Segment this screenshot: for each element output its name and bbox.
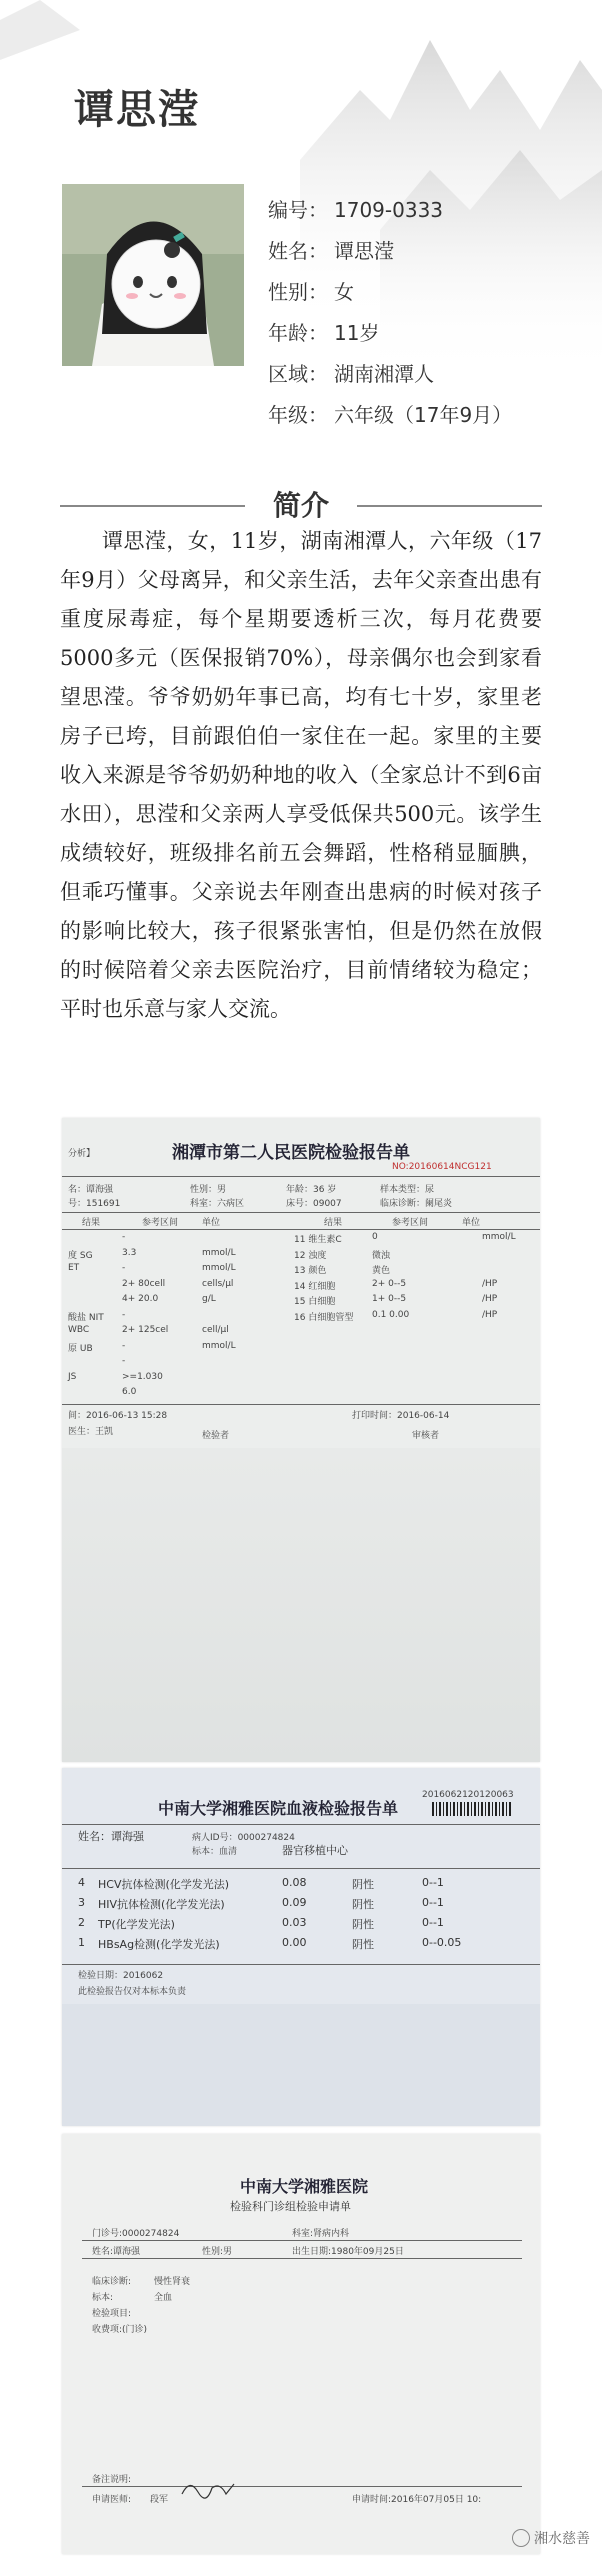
result-value: 2+ 80cell	[122, 1278, 166, 1289]
row-number: 1	[78, 1936, 85, 1949]
fee-items: 收费项:(门诊)	[92, 2325, 148, 2335]
test-result: 0.03	[282, 1916, 307, 1929]
intro-divider-right	[357, 505, 542, 507]
result-unit: g/L	[202, 1294, 216, 1304]
col-result-right: 结果	[324, 1218, 343, 1228]
divider	[62, 1868, 540, 1869]
result-value: -	[122, 1263, 126, 1273]
doctor-label: 申请医师:	[92, 2495, 132, 2505]
report-title: 湘潭市第二人民医院检验报告单	[172, 1143, 410, 1163]
department: 科室:肾病内科	[292, 2229, 350, 2239]
diagnosis-label: 临床诊断:	[92, 2277, 132, 2287]
report-number: 2016062120120063	[422, 1790, 514, 1800]
result-name: 14 红细胞	[294, 1281, 336, 1292]
result-name: 12 浊度	[294, 1250, 327, 1261]
result-name: ET	[68, 1263, 80, 1273]
result-value: 黄色	[372, 1266, 391, 1276]
result-name: 16 白细胞管型	[294, 1312, 354, 1323]
result-value: 3.3	[122, 1247, 137, 1258]
form-title: 中南大学湘雅医院	[240, 2177, 369, 2196]
sample-value: 全血	[154, 2293, 173, 2303]
result-unit: cell/μl	[202, 1325, 229, 1335]
result-name: 原 UB	[68, 1343, 93, 1354]
result-unit: /HP	[482, 1278, 498, 1289]
result-name: 13 颜色	[294, 1266, 327, 1276]
test-items: 检验项目:	[92, 2309, 132, 2319]
divider	[62, 1404, 540, 1405]
divider	[62, 1229, 540, 1230]
doctor: 医生：王凯	[68, 1427, 114, 1437]
patient-age: 年龄：36 岁	[286, 1185, 337, 1195]
report-title: 中南大学湘雅医院血液检验报告单	[158, 1799, 399, 1818]
result-value: 0.1 0.00	[372, 1309, 410, 1320]
test-reference: 0--1	[422, 1876, 444, 1889]
request-time: 申请时间:2016年07月05日 10:	[352, 2495, 482, 2505]
divider	[62, 1176, 540, 1177]
result-unit: mmol/L	[202, 1340, 236, 1351]
col-unit: 单位	[202, 1218, 221, 1228]
result-value: 微浊	[372, 1250, 391, 1261]
field-age: 年龄： 11岁	[268, 321, 380, 345]
result-value: >=1.030	[122, 1371, 163, 1382]
test-reference: 0--1	[422, 1916, 444, 1929]
result-unit: cells/μl	[202, 1278, 234, 1289]
patient-name: 名：谭海强	[68, 1185, 114, 1195]
patient-sex: 性别：男	[190, 1185, 227, 1195]
result-value: 2+ 0--5	[372, 1278, 407, 1289]
result-unit: mmol/L	[202, 1263, 236, 1273]
intro-paragraph: 谭思滢，女，11岁，湖南湘潭人，六年级（17年9月）父母离异，和父亲生活，去年父亲查出患有重度尿毒症，每个星期要透析三次，每月花费要5000多元（医保报销70%），母亲偶尔也会到家看望思滢。爷爷奶奶年事已高，均有七十岁，家里老房子已垮，目前跟伯伯一家住在一起。家里的主要收入来源是爷爷奶奶种地的收入（全家总计不到6亩水田），思滢和父亲两人享受低保共500元。该学生成绩较好，班级排名前五会舞蹈，性格稍显腼腆，但乖巧懂事。父亲说去年刚查出患病的时候对孩子的影响比较大，孩子很紧张害怕，但是仍然在放假的时候陪着父亲去医院治疗，目前情绪较为稳定；平时也乐意与家人交流。	[60, 529, 542, 1021]
test-name: TP(化学发光法)	[98, 1918, 175, 1931]
col-reference-right: 参考区间	[392, 1218, 429, 1228]
wechat-icon	[512, 2529, 530, 2547]
test-flag: 阴性	[352, 1898, 374, 1911]
watermark-text: 湘水慈善	[534, 2531, 590, 2547]
result-value: -	[122, 1356, 126, 1366]
result-unit: /HP	[482, 1294, 498, 1304]
diagnosis-value: 慢性肾衰	[154, 2277, 191, 2287]
patient-id: 病人ID号：0000274824	[192, 1833, 295, 1843]
result-value: -	[122, 1309, 126, 1320]
student-name-title: 谭思滢	[74, 87, 200, 133]
intro-heading: 简介	[272, 489, 329, 522]
row-number: 2	[78, 1916, 85, 1929]
divider	[82, 2486, 522, 2487]
diagnosis: 临床诊断：阑尾炎	[380, 1199, 453, 1209]
row-number: 3	[78, 1896, 85, 1909]
barcode	[432, 1802, 512, 1816]
signature-mark	[178, 2474, 238, 2504]
checker: 检验者	[202, 1431, 230, 1441]
result-value: 4+ 20.0	[122, 1294, 159, 1304]
department: 科室：六病区	[190, 1199, 245, 1209]
field-gender: 性别： 女	[268, 280, 354, 304]
result-value: 1+ 0--5	[372, 1294, 407, 1304]
test-date: 检验日期：2016062	[78, 1971, 164, 1981]
department: 器官移植中心	[282, 1844, 348, 1857]
test-name: HBsAg检测(化学发光法)	[98, 1938, 220, 1951]
result-value: 2+ 125cel	[122, 1325, 169, 1335]
test-result: 0.08	[282, 1876, 307, 1889]
result-unit: mmol/L	[482, 1232, 516, 1242]
test-result: 0.00	[282, 1936, 307, 1949]
print-time: 打印时间：2016-06-14	[352, 1411, 450, 1421]
divider	[62, 1964, 540, 1965]
result-name: JS	[68, 1371, 77, 1382]
row-number: 4	[78, 1876, 85, 1889]
result-name: 度 SG	[68, 1250, 93, 1261]
col-unit-right: 单位	[462, 1218, 481, 1228]
birth-date: 出生日期:1980年09月25日	[292, 2247, 404, 2257]
sample-type: 标本：血清	[192, 1847, 238, 1857]
result-value: -	[122, 1232, 126, 1242]
report-number: NO:20160614NCG121	[392, 1162, 492, 1172]
patient-sex: 性别:男	[202, 2247, 233, 2257]
urine-test-report-photo	[62, 1118, 540, 1762]
report-disclaimer: 此检验报告仅对本标本负责	[78, 1987, 187, 1997]
result-name: 11 维生素C	[294, 1235, 342, 1245]
sample-label: 标本:	[92, 2293, 114, 2303]
result-value: 6.0	[122, 1387, 137, 1397]
result-name: 酸盐 NIT	[68, 1312, 104, 1323]
clinic-number: 门诊号:0000274824	[92, 2229, 180, 2239]
reviewer: 审核者	[412, 1431, 440, 1441]
bed-number: 床号：09007	[286, 1199, 342, 1209]
test-name: HCV抗体检测(化学发光法)	[98, 1878, 230, 1891]
sample-type: 样本类型：尿	[380, 1185, 435, 1195]
doctor-value: 段军	[150, 2495, 169, 2505]
report-corner-text: 分析】	[68, 1149, 96, 1159]
lab-request-form-photo	[62, 2134, 540, 2554]
patient-id: 号：151691	[68, 1199, 121, 1209]
test-reference: 0--1	[422, 1896, 444, 1909]
col-result: 结果	[82, 1218, 101, 1228]
watermark	[512, 2528, 590, 2548]
col-reference: 参考区间	[142, 1218, 179, 1228]
result-value: -	[122, 1340, 126, 1351]
field-name: 姓名： 谭思滢	[268, 239, 394, 263]
field-id: 编号： 1709-0333	[268, 198, 444, 222]
patient-name: 姓名：谭海强	[78, 1830, 144, 1843]
test-flag: 阴性	[352, 1918, 374, 1931]
profile-info	[268, 190, 512, 436]
field-grade: 年级： 六年级（17年9月）	[268, 403, 513, 427]
patient-name: 姓名:谭海强	[92, 2247, 141, 2257]
test-flag: 阴性	[352, 1878, 374, 1891]
divider	[82, 2258, 522, 2259]
test-name: HIV抗体检测(化学发光法)	[98, 1898, 225, 1911]
paper-blank-area	[62, 2004, 540, 2126]
divider	[62, 1212, 540, 1213]
test-reference: 0--0.05	[422, 1936, 462, 1949]
blood-test-report-photo	[62, 1768, 540, 2126]
result-unit: /HP	[482, 1309, 498, 1320]
divider	[82, 2240, 522, 2241]
field-region: 区域： 湖南湘潭人	[268, 362, 434, 386]
result-value: 0	[372, 1232, 378, 1242]
paper-blank-area	[62, 1448, 540, 1762]
form-subtitle: 检验科门诊组检验申请单	[230, 2200, 351, 2213]
test-flag: 阴性	[352, 1938, 374, 1951]
remarks: 备注说明:	[92, 2475, 132, 2485]
divider	[62, 1824, 540, 1825]
result-name: 15 白细胞	[294, 1297, 336, 1307]
result-unit: mmol/L	[202, 1247, 236, 1258]
result-name: WBC	[68, 1325, 90, 1335]
test-result: 0.09	[282, 1896, 307, 1909]
collection-time: 间：2016-06-13 15:28	[68, 1411, 168, 1421]
student-photo	[62, 184, 244, 366]
